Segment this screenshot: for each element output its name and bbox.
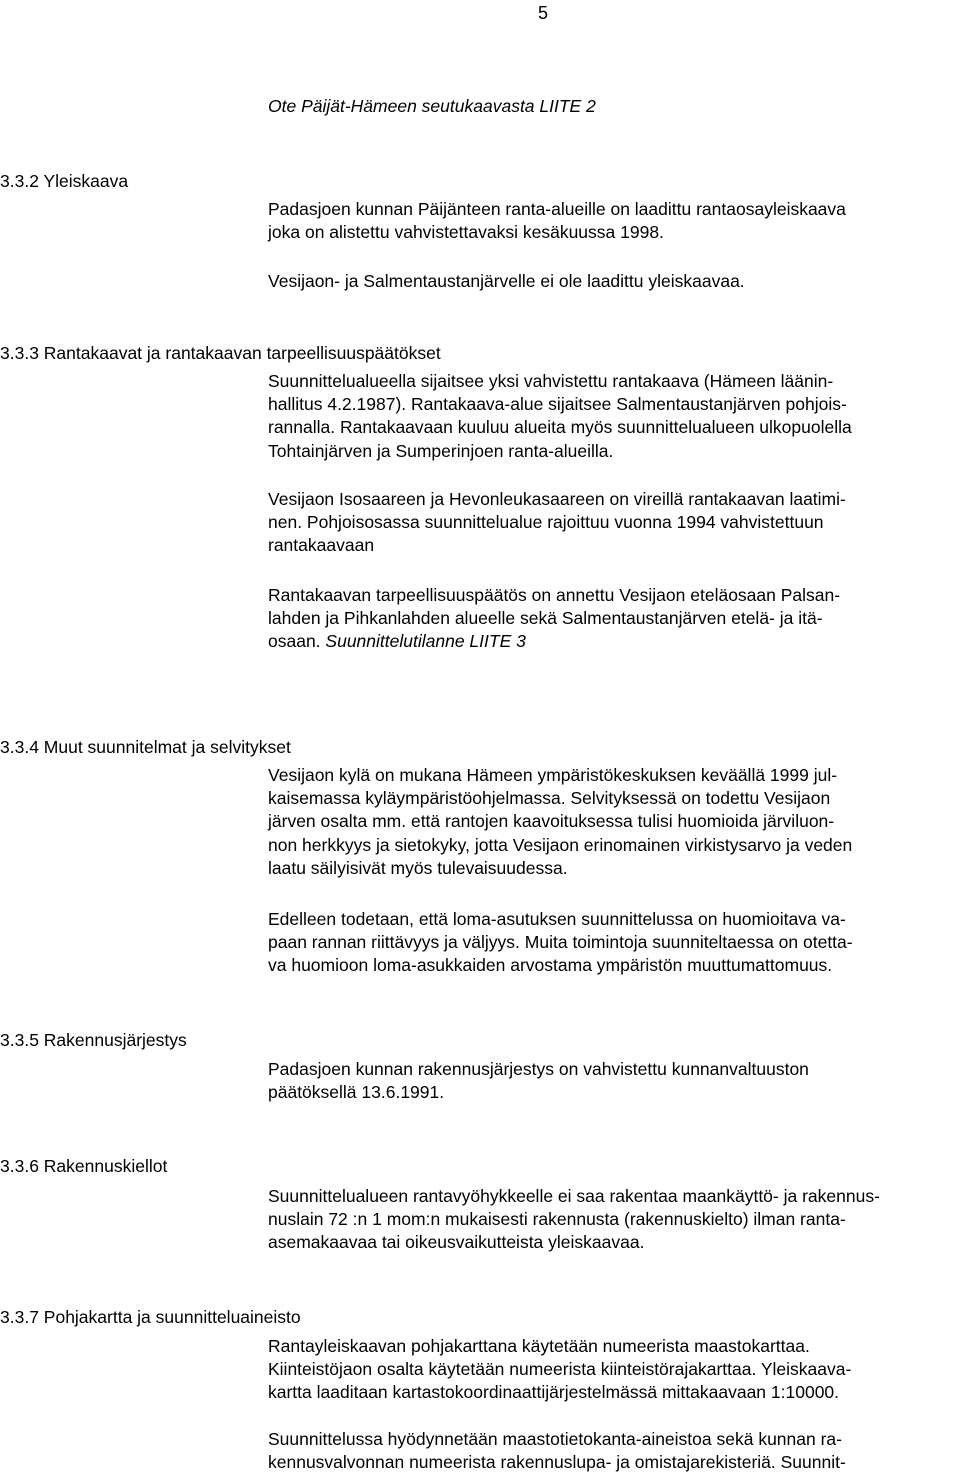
text-line: laatu säilyisivät myös tulevaisuudessa. bbox=[268, 857, 568, 878]
text-line: Vesijaon Isosaareen ja Hevonleukasaareen on vireillä rantakaavan laatimi- bbox=[268, 489, 846, 509]
paragraph-332-2 bbox=[268, 270, 958, 293]
paragraph-335-1 bbox=[268, 1058, 958, 1104]
text-line: Edelleen todetaan, että loma-asutuksen suunnittelussa on huomioitava va- bbox=[268, 909, 846, 929]
text-line: kennusvalvonnan numeerista rakennuslupa- ja omistajarekisteriä. Suunnit- bbox=[268, 1452, 846, 1473]
section-heading-336: 3.3.6 Rakennuskiellot bbox=[0, 1156, 168, 1176]
text-line: Suunnittelualueella sijaitsee yksi vahvistettu rantakaava (Hämeen läänin- bbox=[268, 371, 834, 391]
text-line: Padasjoen kunnan Päijänteen ranta-alueille on laadittu rantaosayleiskaava bbox=[268, 199, 846, 219]
text-line: päätöksellä 13.6.1991. bbox=[268, 1082, 445, 1103]
section-heading-337: 3.3.7 Pohjakartta ja suunnitteluaineisto bbox=[0, 1307, 301, 1327]
text-line: Vesijaon- ja Salmentaustanjärvelle ei ole laadittu yleiskaavaa. bbox=[268, 271, 745, 291]
paragraph-337-1 bbox=[268, 1335, 958, 1405]
section-heading-335: 3.3.5 Rakennusjärjestys bbox=[0, 1030, 187, 1050]
paragraph-332-1 bbox=[268, 198, 958, 244]
text-line bbox=[268, 630, 958, 653]
text-line: nuslain 72 :n 1 mom:n mukaisesti rakennusta (rakennuskielto) ilman ranta- bbox=[268, 1209, 846, 1230]
text-line: kaisemassa kyläympäristöohjelmassa. Selvityksessä on todettu Vesijaon bbox=[268, 788, 831, 809]
text-line: Kiinteistöjaon osalta käytetään numeerista kiinteistörajakarttaa. Yleiskaava- bbox=[268, 1359, 852, 1380]
paragraph-334-2 bbox=[268, 908, 958, 978]
text-line: lahden ja Pihkanlahden alueelle sekä Salmentaustanjärven etelä- ja itä- bbox=[268, 608, 823, 629]
appendix-reference: Suunnittelutilanne LIITE 3 bbox=[325, 631, 526, 652]
text-line: nen. Pohjoisosassa suunnittelualue rajoittuu vuonna 1994 vahvistettuun bbox=[268, 512, 824, 533]
text-line: Vesijaon kylä on mukana Hämeen ympäristökeskuksen keväällä 1999 jul- bbox=[268, 765, 838, 785]
text-line: asemakaavaa tai oikeusvaikutteista yleiskaavaa. bbox=[268, 1232, 645, 1253]
text-line: Rantayleiskaavan pohjakarttana käytetään numeerista maastokarttaa. bbox=[268, 1336, 810, 1356]
text-line: kartta laaditaan kartastokoordinaattijärjestelmässä mittakaavaan 1:10000. bbox=[268, 1382, 840, 1403]
paragraph-333-3 bbox=[268, 584, 958, 654]
text-line: Padasjoen kunnan rakennusjärjestys on vahvistettu kunnanvaltuuston bbox=[268, 1059, 809, 1079]
text-line: järven osalta mm. että rantojen kaavoituksessa tulisi huomioida järviluon- bbox=[268, 811, 835, 832]
text-line: Rantakaavan tarpeellisuuspäätös on annettu Vesijaon eteläosaan Palsan- bbox=[268, 585, 841, 605]
header-note: Ote Päijät-Hämeen seutukaavasta LIITE 2 bbox=[268, 96, 596, 116]
text-line: non herkkyys ja sietokyky, jotta Vesijaon erinomainen virkistysarvo ja veden bbox=[268, 834, 853, 855]
section-heading-333: 3.3.3 Rantakaavat ja rantakaavan tarpeellisuuspäätökset bbox=[0, 343, 441, 363]
paragraph-333-1 bbox=[268, 370, 958, 463]
text-line: Suunnittelualueen rantavyöhykkeelle ei saa rakentaa maankäyttö- ja rakennus- bbox=[268, 1186, 880, 1206]
text-line: va huomioon loma-asukkaiden arvostama ympäristön muuttumattomuus. bbox=[268, 955, 833, 976]
text-line: rantakaavaan bbox=[268, 535, 375, 556]
text-line: paan rannan riittävyys ja väljyys. Muita toimintoja suunniteltaessa on otetta- bbox=[268, 932, 853, 953]
text-line: Tohtainjärven ja Sumperinjoen ranta-alueilla. bbox=[268, 440, 614, 461]
section-heading-334: 3.3.4 Muut suunnitelmat ja selvitykset bbox=[0, 737, 291, 757]
paragraph-336-1 bbox=[268, 1185, 958, 1255]
paragraph-333-2 bbox=[268, 488, 958, 558]
page-number: 5 bbox=[538, 3, 549, 23]
paragraph-337-2 bbox=[268, 1428, 958, 1474]
text-line: Suunnittelussa hyödynnetään maastotietokanta-aineistoa sekä kunnan ra- bbox=[268, 1429, 842, 1449]
section-heading-332: 3.3.2 Yleiskaava bbox=[0, 171, 129, 191]
text-fragment: osaan. bbox=[268, 631, 321, 652]
text-line: joka on alistettu vahvistettavaksi kesäkuussa 1998. bbox=[268, 222, 664, 243]
paragraph-334-1 bbox=[268, 764, 958, 880]
text-line: rannalla. Rantakaavaan kuuluu alueita myös suunnittelualueen ulkopuolella bbox=[268, 417, 852, 438]
text-line: hallitus 4.2.1987). Rantakaava-alue sijaitsee Salmentaustanjärven pohjois- bbox=[268, 394, 847, 415]
